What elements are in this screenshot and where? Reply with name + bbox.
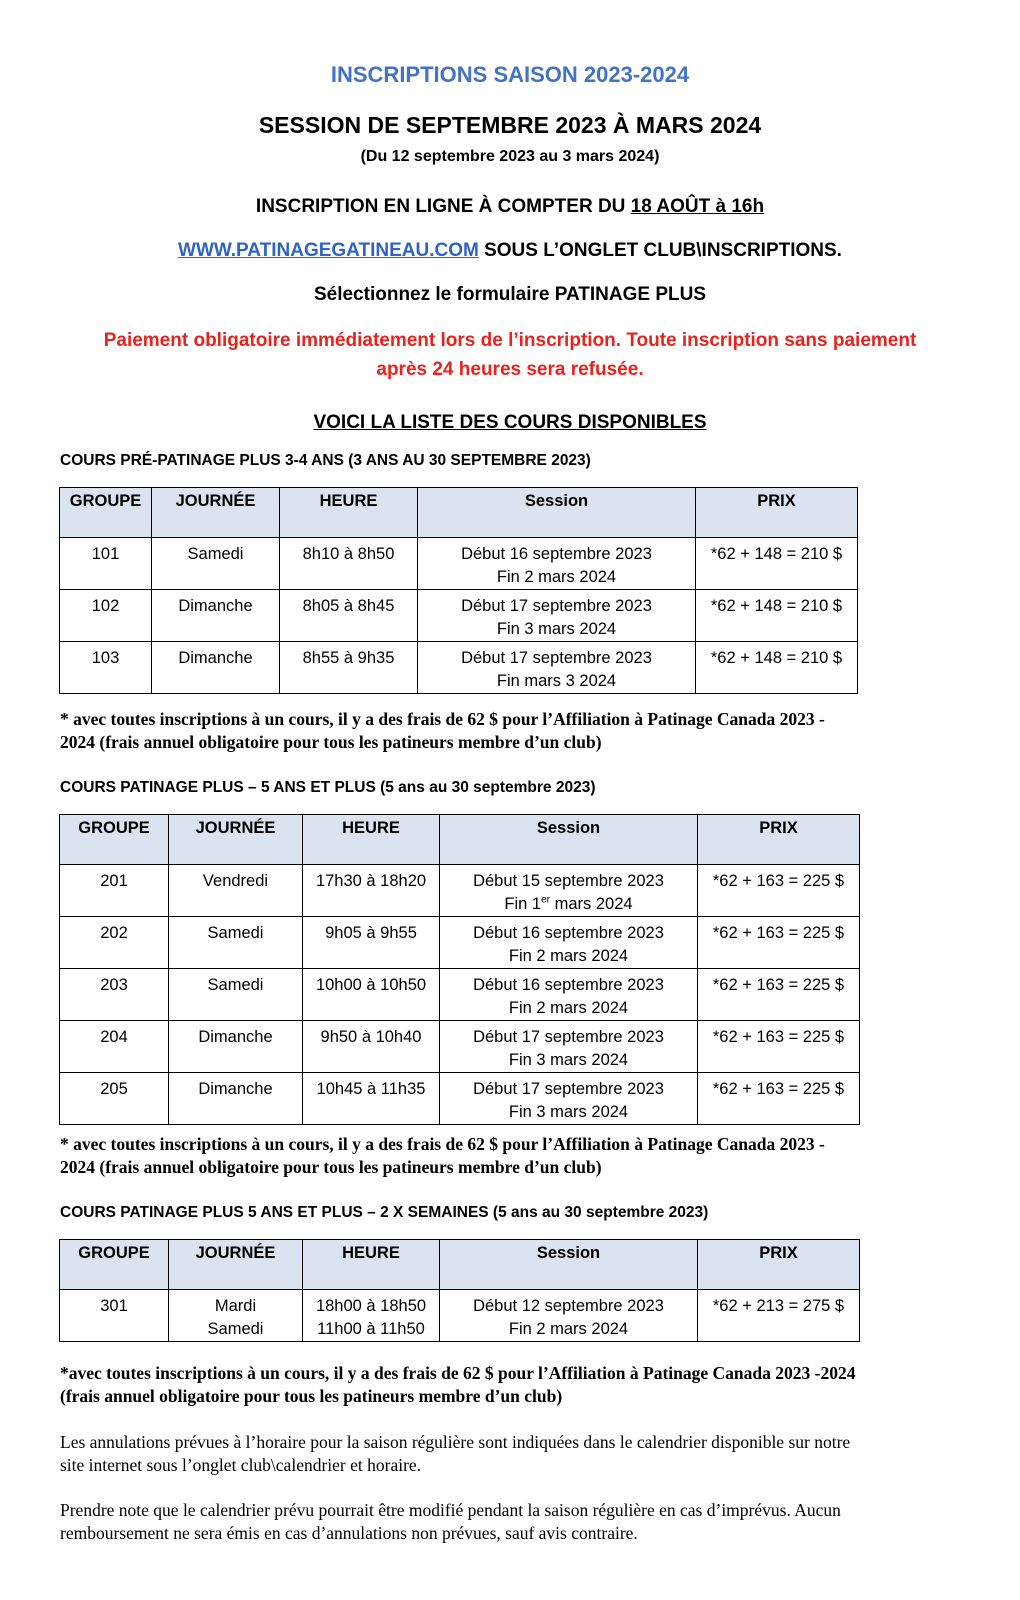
col-groupe: GROUPE [60,488,152,538]
section2-title: COURS PATINAGE PLUS – 5 ANS ET PLUS (5 ans au 30 septembre 2023) [60,779,596,796]
refund-paragraph [60,1499,960,1545]
session-end: Fin 3 mars 2024 [508,1103,629,1121]
col-prix: PRIX [698,1240,860,1290]
session-start: Début 15 septembre 2023 [473,872,664,890]
session-end-suffix: mars 2024 [550,895,633,913]
cell-heure: 8h05 à 8h45 [280,590,418,642]
section1-table [59,487,858,694]
cell-session [440,865,698,917]
section2-note [60,1133,950,1179]
page-title: INSCRIPTIONS SAISON 2023-2024 [330,62,690,87]
session-start: Début 16 septembre 2023 [473,976,664,994]
note-line: 2024 (frais annuel obligatoire pour tous les patineurs membre d’un club) [60,1157,602,1177]
cell-groupe: 204 [60,1021,169,1073]
cell-prix: *62 + 148 = 210 $ [696,642,858,694]
cell-journee: Dimanche [169,1073,303,1125]
website-suffix: SOUS L’ONGLET CLUB\INSCRIPTIONS. [478,240,842,261]
col-session: Session [418,488,696,538]
table-row [60,917,860,969]
note-line: *avec toutes inscriptions à un cours, il y a des frais de 62 $ pour l’Affiliation à Patinage Canada 2023 -2024 [60,1363,856,1383]
section3-note [60,1362,960,1408]
note-line: 2024 (frais annuel obligatoire pour tous les patineurs membre d’un club) [60,732,602,752]
cell-session [440,1290,698,1342]
journee-first: Mardi [214,1297,257,1315]
cell-groupe: 103 [60,642,152,694]
cell-journee: Samedi [152,538,280,590]
session-end: Fin 2 mars 2024 [496,568,617,586]
section3-title: COURS PATINAGE PLUS 5 ANS ET PLUS – 2 X SEMAINES (5 ans au 30 septembre 2023) [60,1204,709,1221]
table-row [60,642,858,694]
session-start: Début 16 septembre 2023 [461,545,652,563]
session-start: Début 17 septembre 2023 [461,597,652,615]
cell-session [440,917,698,969]
cancellation-paragraph [60,1431,960,1477]
cell-journee: Samedi [169,969,303,1021]
paragraph-line: Les annulations prévues à l’horaire pour la saison régulière sont indiquées dans le calendrier disponible sur notre [60,1432,851,1452]
online-registration-line [0,196,1020,218]
section2-table [59,814,860,1125]
table-row [60,590,858,642]
cell-session [440,969,698,1021]
col-journee: JOURNÉE [152,488,280,538]
cell-heure: 17h30 à 18h20 [303,865,440,917]
section1-title: COURS PRÉ-PATINAGE PLUS 3-4 ANS (3 ANS AU 30 SEPTEMBRE 2023) [60,452,591,469]
cell-journee: Samedi [169,917,303,969]
session-end: Fin 2 mars 2024 [508,1320,629,1338]
col-journee: JOURNÉE [169,1240,303,1290]
note-line: (frais annuel obligatoire pour tous les patineurs membre d’un club) [60,1386,563,1406]
table-row [60,538,858,590]
cell-groupe: 203 [60,969,169,1021]
session-end: Fin mars 3 2024 [496,672,617,690]
online-registration-date: 18 AOÛT à 16h [630,196,765,217]
col-journee: JOURNÉE [169,815,303,865]
section3-table [59,1239,860,1342]
session-end [440,893,697,916]
form-instruction: Sélectionnez le formulaire PATINAGE PLUS [313,284,707,305]
session-end: Fin 2 mars 2024 [508,999,629,1017]
table-header-row [60,488,858,538]
session-end: Fin 3 mars 2024 [508,1051,629,1069]
col-session: Session [440,1240,698,1290]
cell-journee: Dimanche [152,642,280,694]
cell-session [440,1073,698,1125]
session-end: Fin 2 mars 2024 [508,947,629,965]
table-row [60,969,860,1021]
cell-prix: *62 + 163 = 225 $ [698,1021,860,1073]
cell-groupe: 301 [60,1290,169,1342]
cell-prix: *62 + 163 = 225 $ [698,1073,860,1125]
cell-session [418,538,696,590]
journee-second: Samedi [207,1320,264,1338]
table-row [60,1021,860,1073]
cell-prix: *62 + 213 = 275 $ [698,1290,860,1342]
heure-second: 11h00 à 11h50 [317,1320,425,1338]
col-session: Session [440,815,698,865]
paragraph-line: remboursement ne sera émis en cas d’annulations non prévues, sauf avis contraire. [60,1523,638,1543]
cell-prix: *62 + 163 = 225 $ [698,865,860,917]
session-end: Fin 3 mars 2024 [496,620,617,638]
cell-heure: 10h00 à 10h50 [303,969,440,1021]
paragraph-line: Prendre note que le calendrier prévu pourrait être modifié pendant la saison régulière en cas d’imprévus. Aucun [60,1500,841,1520]
online-registration-prefix: INSCRIPTION EN LIGNE À COMPTER DU [255,196,631,217]
session-dates: (Du 12 septembre 2023 au 3 mars 2024) [360,148,660,165]
session-heading: SESSION DE SEPTEMBRE 2023 À MARS 2024 [258,112,762,138]
session-end-superscript: er [541,894,551,906]
table-row [60,865,860,917]
cell-groupe: 101 [60,538,152,590]
session-start: Début 17 septembre 2023 [461,649,652,667]
table-row [60,1290,860,1342]
cell-prix: *62 + 163 = 225 $ [698,917,860,969]
table-header-row [60,815,860,865]
payment-warning-line1: Paiement obligatoire immédiatement lors de l’inscription. Toute inscription sans paiement [103,330,917,351]
note-line: * avec toutes inscriptions à un cours, il y a des frais de 62 $ pour l’Affiliation à Patinage Canada 2023 - [60,709,825,729]
cell-session [440,1021,698,1073]
cell-prix: *62 + 148 = 210 $ [696,590,858,642]
col-heure: HEURE [280,488,418,538]
course-list-title: VOICI LA LISTE DES COURS DISPONIBLES [313,412,707,433]
table-row [60,1073,860,1125]
cell-heure: 8h10 à 8h50 [280,538,418,590]
cell-heure: 8h55 à 9h35 [280,642,418,694]
session-start: Début 16 septembre 2023 [473,924,664,942]
section1-note [60,708,950,754]
website-line [0,240,1020,262]
cell-session [418,642,696,694]
cell-journee: Vendredi [169,865,303,917]
cell-groupe: 201 [60,865,169,917]
cell-prix: *62 + 163 = 225 $ [698,969,860,1021]
session-start: Début 12 septembre 2023 [473,1297,664,1315]
col-groupe: GROUPE [60,815,169,865]
paragraph-line: site internet sous l’onglet club\calendrier et horaire. [60,1455,422,1475]
payment-warning-line2: après 24 heures sera refusée. [376,359,644,380]
cell-prix: *62 + 148 = 210 $ [696,538,858,590]
col-groupe: GROUPE [60,1240,169,1290]
cell-groupe: 102 [60,590,152,642]
col-prix: PRIX [698,815,860,865]
cell-heure: 10h45 à 11h35 [303,1073,440,1125]
payment-warning [0,326,1020,384]
cell-groupe: 205 [60,1073,169,1125]
note-line: * avec toutes inscriptions à un cours, il y a des frais de 62 $ pour l’Affiliation à Patinage Canada 2023 - [60,1134,825,1154]
session-start: Début 17 septembre 2023 [473,1080,664,1098]
cell-session [418,590,696,642]
cell-heure: 9h50 à 10h40 [303,1021,440,1073]
cell-journee: Dimanche [152,590,280,642]
cell-journee: Dimanche [169,1021,303,1073]
cell-journee [169,1290,303,1342]
col-prix: PRIX [696,488,858,538]
session-end-prefix: Fin 1 [504,895,542,913]
website-link[interactable]: WWW.PATINAGEGATINEAU.COM [178,240,479,261]
heure-first: 18h00 à 18h50 [315,1297,427,1315]
table-header-row [60,1240,860,1290]
cell-groupe: 202 [60,917,169,969]
cell-heure: 9h05 à 9h55 [303,917,440,969]
col-heure: HEURE [303,815,440,865]
col-heure: HEURE [303,1240,440,1290]
cell-heure [303,1290,440,1342]
session-start: Début 17 septembre 2023 [473,1028,664,1046]
